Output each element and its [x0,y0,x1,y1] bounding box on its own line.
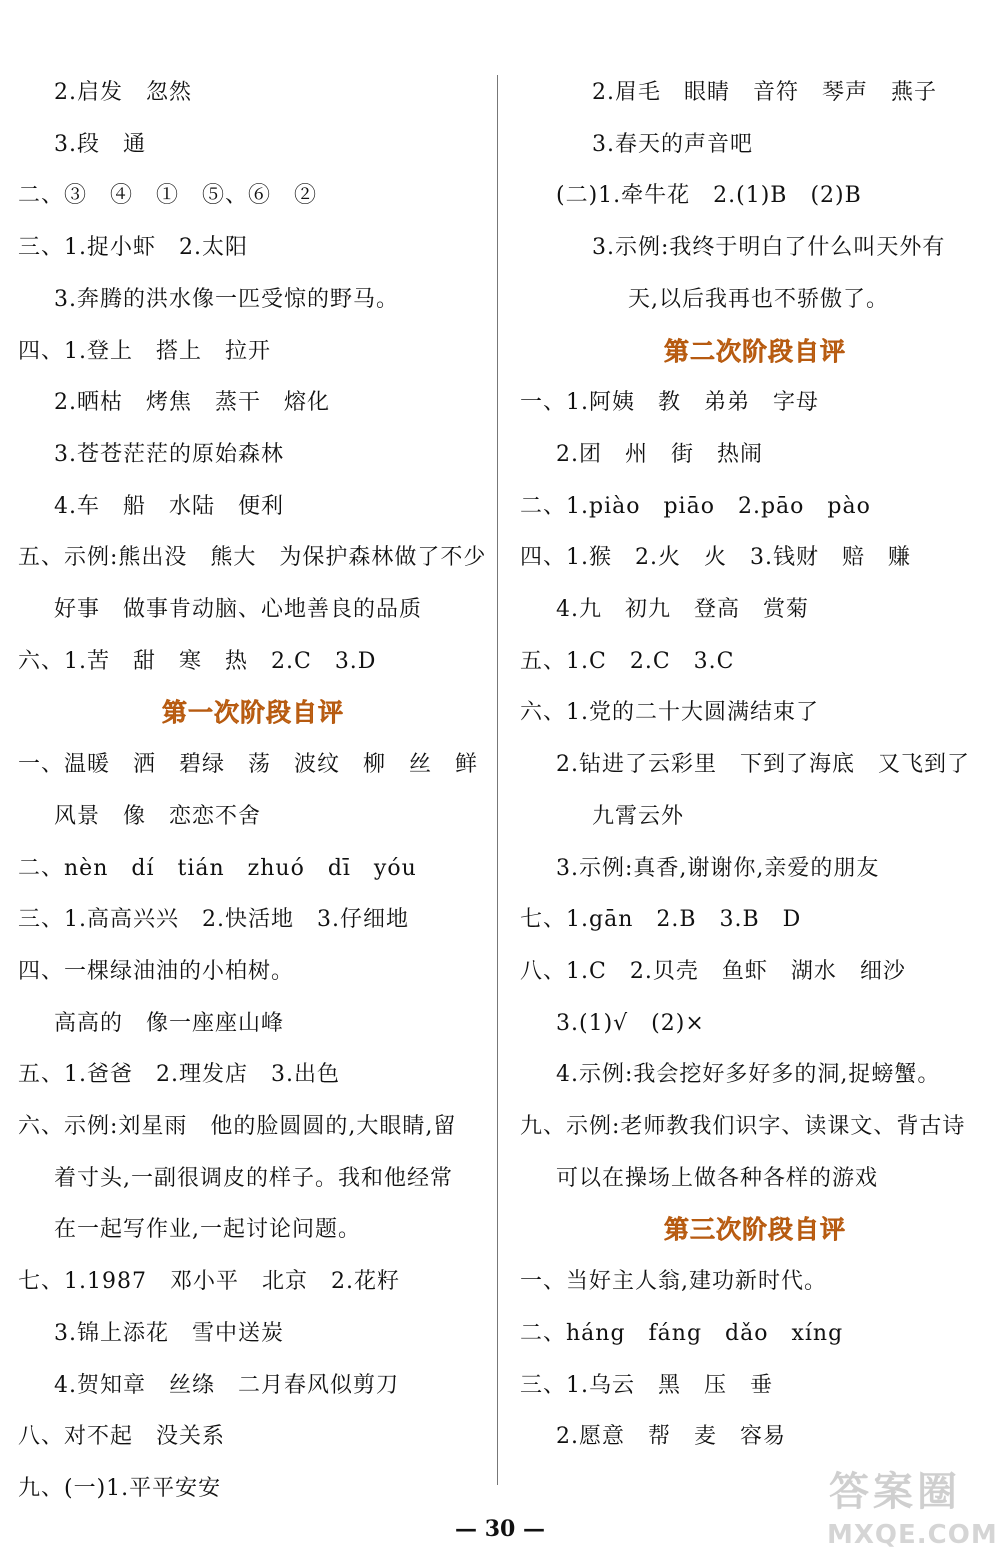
watermark-title: 答案圈 [829,1468,961,1515]
answer-line: 3.示例:真香,谢谢你,亲爱的朋友 [556,855,880,881]
answer-line: 2.晒枯 烤焦 蒸干 熔化 [54,390,330,416]
answer-line: 3.春天的声音吧 [592,131,753,157]
answer-line: 4.车 船 水陆 便利 [54,493,284,519]
answer-line: 四、1.猴 2.火 火 3.钱财 赔 赚 [520,545,911,571]
answer-line: 八、1.C 2.贝壳 鱼虾 湖水 细沙 [520,958,906,984]
section-heading: 第三次阶段自评 [663,1215,846,1245]
answer-line: 六、1.苦 甜 寒 热 2.C 3.D [18,648,377,674]
answer-line: 4.九 初九 登高 赏菊 [556,597,809,622]
answer-line: 二、nèn dí tián zhuó dī yóu [18,855,417,881]
answer-line: 2.愿意 帮 麦 容易 [556,1424,786,1450]
answer-line: 4.贺知章 丝绦 二月春风似剪刀 [54,1372,399,1398]
answer-line: 三、1.乌云 黑 压 垂 [520,1372,773,1398]
answer-line: 六、1.党的二十大圆满结束了 [520,700,819,726]
answer-line: 九、(一)1.平平安安 [18,1475,222,1501]
answer-line: 3.苍苍茫茫的原始森林 [54,441,284,467]
answer-line: 七、1.1987 邓小平 北京 2.花籽 [18,1269,400,1295]
answer-line: 风景 像 恋恋不舍 [54,803,262,829]
answer-line: 二、③ ④ ① ⑤、⑥ ② [18,183,318,209]
answer-line: 五、1.C 2.C 3.C [520,648,735,674]
answer-line: 在一起写作业,一起讨论问题。 [54,1217,361,1243]
answer-line: 七、1.gān 2.B 3.B D [520,907,802,933]
watermark-logo [815,1460,998,1558]
answer-line: 四、1.登上 搭上 拉开 [18,338,271,364]
answer-line: 可以在操场上做各种各样的游戏 [556,1165,879,1191]
answer-line: 2.团 州 街 热闹 [556,441,763,467]
answer-line: 二、1.piào piāo 2.pāo pào [520,493,871,519]
answer-line: 九霄云外 [592,803,685,829]
answer-line: 三、1.高高兴兴 2.快活地 3.仔细地 [18,907,409,933]
answer-line: (二)1.牵牛花 2.(1)B (2)B [556,183,862,209]
answer-line: 四、一棵绿油油的小柏树。 [18,958,295,984]
answer-line: 3.段 通 [54,131,146,157]
answer-line: 着寸头,一副很调皮的样子。我和他经常 [54,1165,453,1191]
section-heading: 第二次阶段自评 [663,336,846,366]
answer-line: 一、1.阿姨 教 弟弟 字母 [520,390,819,416]
answer-line: 4.示例:我会挖好多好多的洞,捉螃蟹。 [556,1062,941,1088]
answer-line: 3.(1)√ (2)× [556,1010,705,1036]
page-number: — 30 — [455,1516,545,1542]
answer-line: 五、1.爸爸 2.理发店 3.出色 [18,1062,340,1088]
answer-line: 3.奔腾的洪水像一匹受惊的野马。 [54,286,399,312]
answer-line: 2.钻进了云彩里 下到了海底 又飞到了 [556,752,970,778]
answer-line: 五、示例:熊出没 熊大 为保护森林做了不少 [18,545,487,571]
answer-line: 二、háng fáng dǎo xíng [520,1320,844,1346]
answer-line: 3.示例:我终于明白了什么叫天外有 [592,235,946,261]
answer-line: 好事 做事肯动脑、心地善良的品质 [54,597,423,622]
answer-line: 2.启发 忽然 [54,80,192,105]
watermark-url: MXQE.COM [827,1520,998,1550]
answer-line: 八、对不起 没关系 [18,1424,226,1450]
section-heading: 第一次阶段自评 [161,698,344,728]
answer-line: 2.眉毛 眼睛 音符 琴声 燕子 [592,80,937,105]
answer-line: 天,以后我再也不骄傲了。 [628,286,889,312]
answer-line: 一、当好主人翁,建功新时代。 [520,1269,827,1295]
column-divider [497,75,498,1485]
answer-line: 九、示例:老师教我们识字、读课文、背古诗 [520,1114,966,1139]
answer-line: 3.锦上添花 雪中送炭 [54,1320,284,1346]
answer-line: 三、1.捉小虾 2.太阳 [18,235,248,261]
answer-line: 一、温暖 洒 碧绿 荡 波纹 柳 丝 鲜 [18,752,479,778]
answer-line: 六、示例:刘星雨 他的脸圆圆的,大眼睛,留 [18,1114,457,1139]
answer-line: 高高的 像一座座山峰 [54,1010,285,1036]
